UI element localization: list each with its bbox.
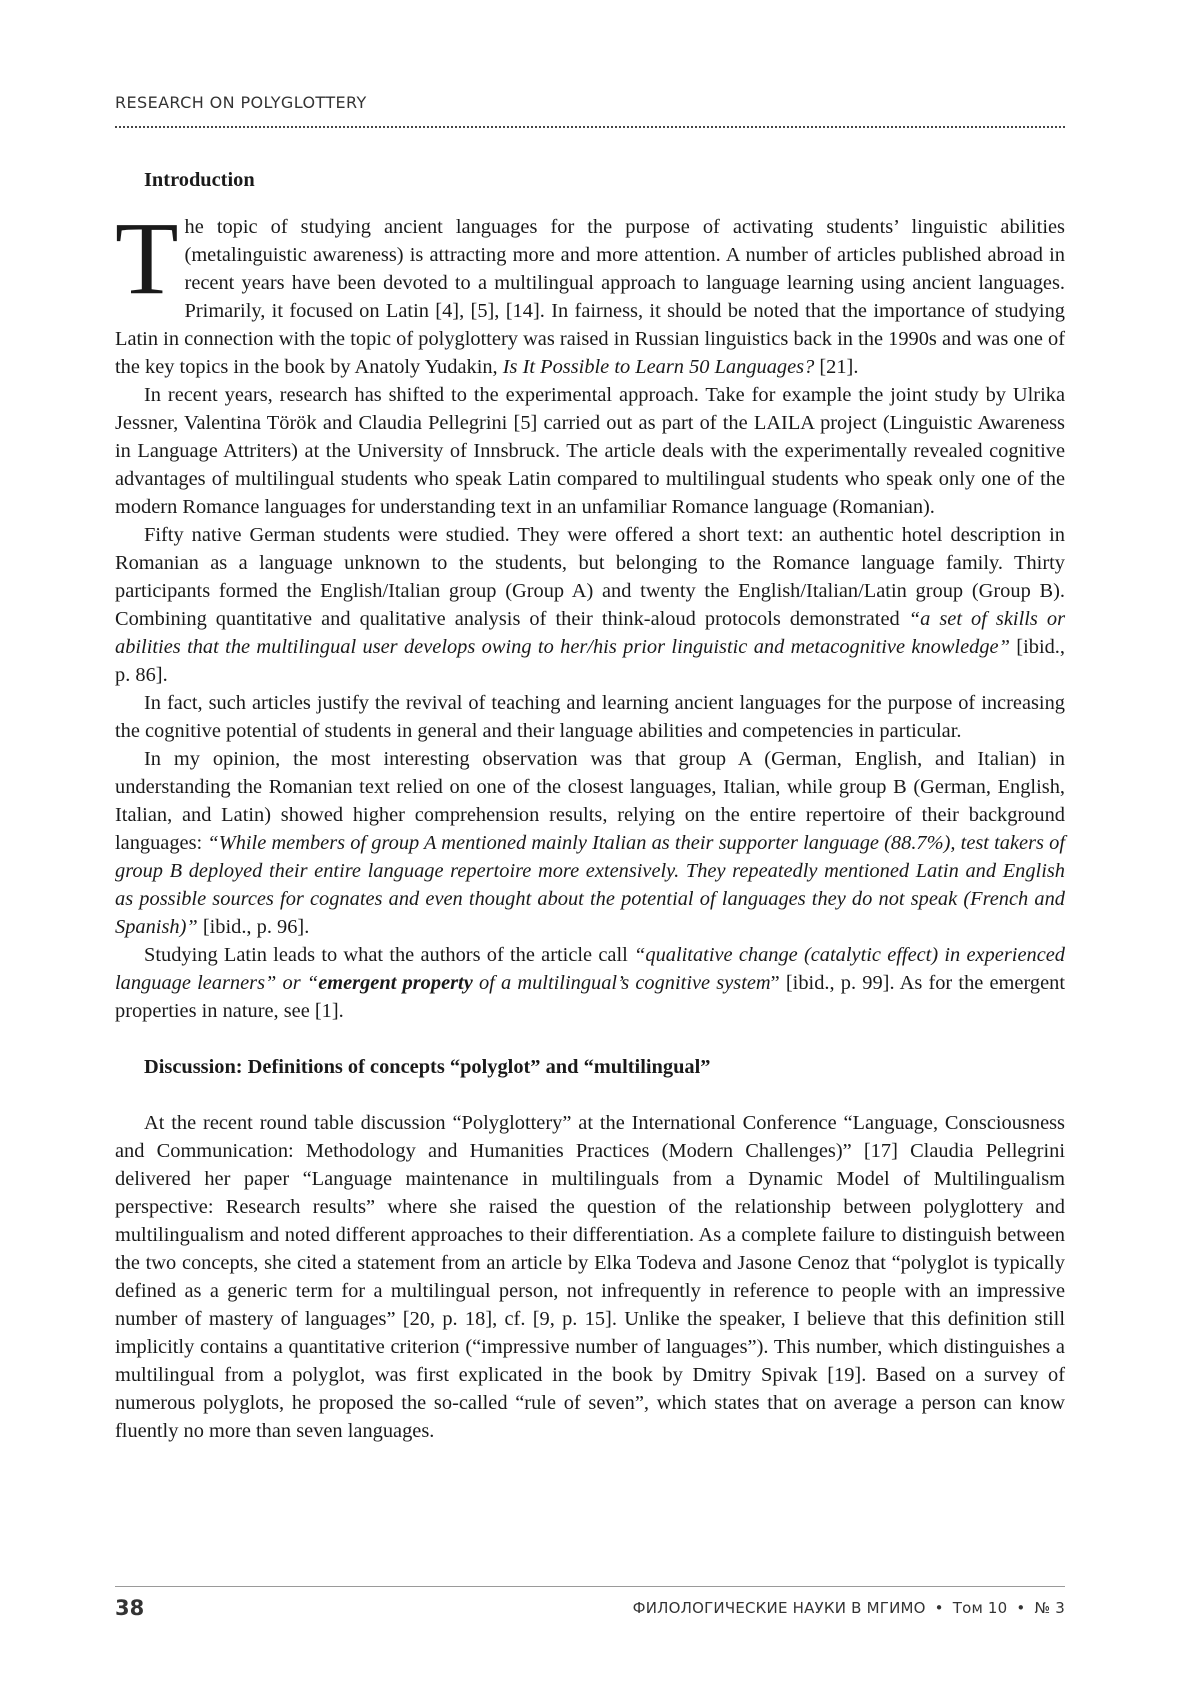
paragraph-6: [115, 941, 1065, 1025]
running-head: RESEARCH ON POLYGLOTTERY: [115, 93, 367, 112]
footer-divider: [115, 1586, 1065, 1587]
paragraph-2: In recent years, research has shifted to the experimental approach. Take for example the joint study by Ulrika Jessner, Valentina Török and Claudia Pellegrini [5] carried out as part of the LAILA project (Linguistic Awareness in Language Attriters) at the University of Innsbruck. The article deals with the experimentally revealed cognitive advantages of multilingual students who speak Latin compared to multilingual students who speak only one of the modern Romance languages for understanding text in an unfamiliar Romance language (Romanian).: [115, 384, 1065, 518]
paragraph-6-bold-term: emergent property: [318, 972, 473, 994]
paragraph-5-text: In my opinion, the most interesting observation was that group A (German, English, and Italian) in understanding the Romanian text relied on one of the closest languages, Italian, while group B (German, English, Italian, and Latin) showed higher comprehension results, relying on the entire repertoire of their background languages:: [115, 748, 1065, 854]
paragraph-6-end: ” [ibid., p. 99]. As for the emergent properties in nature, see [1].: [115, 972, 1065, 1022]
paragraph-3-text: Fifty native German students were studied. They were offered a short text: an authentic hotel description in Romanian as a language unknown to the students, but belonging to the Romance language family. Thirty participants formed the English/Italian group (Group A) and twenty the English/Italian/Latin group (Group B). Combining quantitative and qualitative analysis of their think-aloud protocols demonstrated: [115, 524, 1065, 630]
paragraph-3-quote: “a set of skills or abilities that the multilingual user develops owing to her/his prior linguistic and metacognitive knowledge”: [115, 608, 1066, 658]
paragraph-1-text: he topic of studying ancient languages for the purpose of activating students’ linguistic abilities (metalinguistic awareness) is attracting more and more attention. A number of articles published abroad in recent years have been devoted to a multilingual approach to language learning using ancient languages. Primarily, it focused on Latin [4], [5], [14]. In fairness, it should be noted that the importance of studying Latin in connection with the topic of polyglottery was raised in Russian linguistics back in the 1990s and was one of the key topics in the book by Anatoly Yudakin,: [115, 216, 1065, 378]
paragraph-1: [115, 201, 1065, 381]
footer-bullet-2: •: [1016, 1599, 1026, 1617]
paragraph-5-quote: “While members of group A mentioned mainly Italian as their supporter language (88.7%), test takers of group B deployed their entire language repertoire more extensively. They repeatedly mentioned Latin and English as possible sources for cognates and even thought about the potential of languages they do not speak (French and Spanish)”: [115, 832, 1066, 938]
drop-cap: T: [115, 201, 179, 316]
paragraph-5-end: [ibid., p. 96].: [197, 916, 310, 938]
book-title: Is It Possible to Learn 50 Languages?: [502, 356, 815, 378]
paragraph-6-quote-2: of a multilingual’s cognitive system: [472, 972, 771, 994]
footer-bullet-1: •: [934, 1599, 944, 1617]
header-divider: [115, 126, 1065, 128]
paragraph-4: In fact, such articles justify the revival of teaching and learning ancient languages for the purpose of increasing the cognitive potential of students in general and their language abilities and competencies in particular.: [115, 692, 1065, 742]
paragraph-5: [115, 745, 1065, 941]
journal-footer: [633, 1599, 1065, 1617]
paragraph-1-end: [21].: [814, 356, 859, 378]
paragraph-3-end: [ibid., p. 86].: [115, 636, 1065, 686]
paragraph-7: At the recent round table discussion “Polyglottery” at the International Conference “Language, Consciousness and Communication: Methodology and Humanities Practices (Modern Challenges)” [17] Claudia Pellegrini delivered her paper “Language maintenance in multilinguals from a Dynamic Model of Multilingualism perspective: Research results” where she raised the question of the relationship between polyglottery and multilingualism and noted different approaches to their differentiation. As a complete failure to distinguish between the two concepts, she cited a statement from an article by Elka Todeva and Jasone Cenoz that “polyglot is typically defined as a generic term for a multilingual person, not infrequently in reference to people with an impressive number of mastery of languages” [20, p. 18], cf. [9, p. 15]. Unlike the speaker, I believe that this definition still implicitly contains a quantitative criterion (“impressive number of languages”). This number, which distinguishes a multilingual from a polyglot, was first explicated in the book by Dmitry Spivak [19]. Based on a survey of numerous polyglots, he proposed the so-called “rule of seven”, which states that on average a person can know fluently no more than seven languages.: [115, 1112, 1065, 1442]
page-number: 38: [115, 1596, 145, 1620]
journal-volume: Том 10: [952, 1599, 1008, 1617]
journal-issue: № 3: [1034, 1599, 1065, 1617]
introduction-heading: Introduction: [144, 169, 255, 191]
paragraph-6-text: Studying Latin leads to what the authors of the article call: [144, 944, 635, 966]
paragraph-3: [115, 521, 1065, 689]
paragraph-6-quote-1: “qualitative change (catalytic effect) in experienced language learners” or “: [115, 944, 1065, 994]
article-body: [115, 166, 1065, 1445]
discussion-heading: Discussion: Definitions of concepts “polyglot” and “multilingual”: [144, 1056, 711, 1078]
journal-title: ФИЛОЛОГИЧЕСКИЕ НАУКИ В МГИМО: [632, 1599, 926, 1617]
